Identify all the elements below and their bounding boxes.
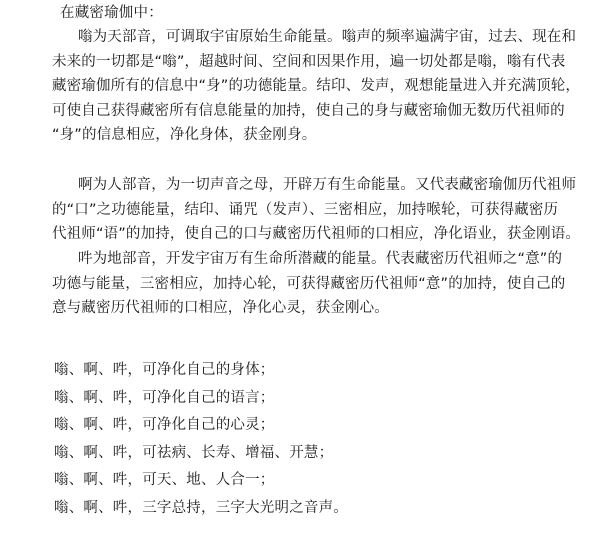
paragraph-hum: [52, 247, 592, 321]
paragraph-line: 吽为地部音，开发宇宙万有生命所潜藏的能量。代表藏密历代祖师之“意”的: [78, 251, 563, 267]
list-item: 嗡、啊、吽，可净化自己的身体；: [54, 362, 275, 378]
paragraph-line: 代祖师“语”的加持，使自己的口与藏密历代祖师的口相应，净化语业，获金刚语。: [52, 226, 581, 243]
paragraph-line: 功德与能量，三密相应，加持心轮，可获得藏密历代祖师“意”的加持，使自己的: [52, 275, 566, 292]
paragraph-line: “身”的信息相应，净化身体，获金刚身。: [52, 127, 317, 144]
paragraph-ah: [52, 173, 592, 247]
paragraph-line: 可使自己获得藏密所有信息能量的加持，使自己的身与藏密瑜伽无数历代祖师的: [52, 102, 565, 119]
paragraph-line: 未来的一切都是“嗡”，超越时间、空间和因果作用，遍一切处都是嗡，嗡有代表: [52, 53, 566, 70]
list-item: 嗡、啊、吽，可天、地、人合一；: [54, 472, 275, 489]
section-heading: 在藏密瑜伽中：: [60, 5, 163, 21]
list-item: 嗡、啊、吽，可净化自己的语言；: [54, 389, 275, 406]
paragraph-line: 意与藏密历代祖师的口相应，净化心灵，获金刚心。: [52, 300, 389, 317]
list-item: 嗡、啊、吽，三字总持，三字大光明之音声。: [54, 499, 348, 516]
paragraph-om: [52, 25, 592, 148]
paragraph-line: 藏密瑜伽所有的信息中“身”的功德能量。结印、发声，观想能量进入并充满顶轮，: [52, 78, 581, 95]
mantra-list: [54, 357, 348, 523]
paragraph-line: 啊为人部音，为一切声音之母，开辟万有生命能量。又代表藏密瑜伽历代祖师: [78, 177, 577, 193]
paragraph-line: 的“口”之功德能量，结印、诵咒（发声）、三密相应，加持喉轮，可获得藏密历: [52, 201, 559, 218]
list-item: 嗡、啊、吽，可净化自己的心灵；: [54, 417, 275, 434]
list-item: 嗡、啊、吽，可祛病、长寿、增福、开慧；: [54, 444, 334, 461]
paragraph-line: 嗡为天部音，可调取宇宙原始生命能量。嗡声的频率遍满宇宙，过去、现在和: [78, 29, 577, 45]
